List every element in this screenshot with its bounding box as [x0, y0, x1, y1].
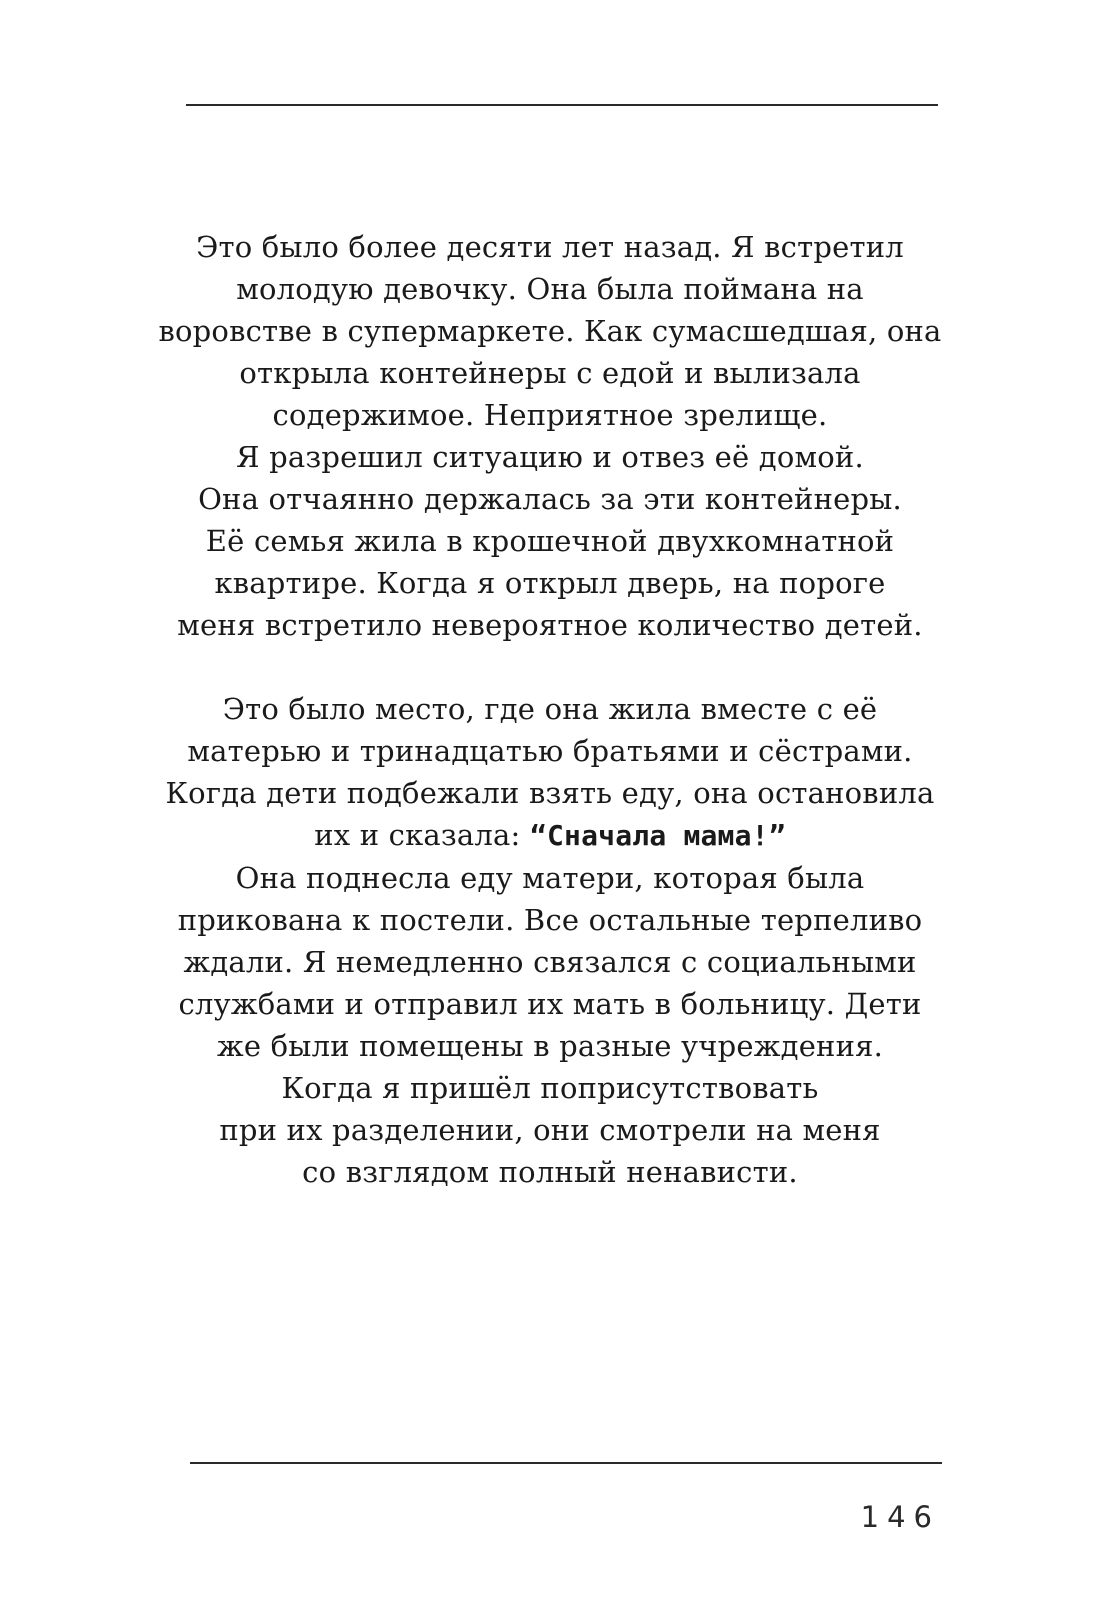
- text-line: Она отчаянно держалась за эти контейнеры.: [198, 482, 902, 516]
- text-line: службами и отправил их мать в больницу. Дети: [178, 987, 922, 1021]
- text-line: матерью и тринадцатью братьями и сёстрами.: [187, 734, 913, 768]
- paragraph-1: [100, 226, 1000, 646]
- top-rule: [186, 104, 938, 106]
- page-number: 146: [860, 1500, 940, 1534]
- text-line: воровстве в супермаркете. Как сумасшедшая, она: [158, 314, 942, 348]
- text-line: открыла контейнеры с едой и вылизала: [239, 356, 861, 390]
- text-line: содержимое. Неприятное зрелище.: [272, 398, 828, 432]
- text-line: молодую девочку. Она была поймана на: [236, 272, 864, 306]
- text-line: Это было место, где она жила вместе с её: [222, 692, 878, 726]
- quote-line-prefix: их и сказала:: [314, 818, 530, 852]
- text-line: Она поднесла еду матери, которая была: [235, 861, 865, 895]
- text-line: ждали. Я немедленно связался с социальными: [183, 945, 917, 979]
- bottom-rule: [190, 1462, 942, 1464]
- paragraph-2: [100, 688, 1000, 1193]
- text-line: меня встретило невероятное количество детей.: [177, 608, 923, 642]
- text-line: квартире. Когда я открыл дверь, на пороге: [214, 566, 886, 600]
- text-line: при их разделении, они смотрели на меня: [219, 1113, 881, 1147]
- text-line: Это было более десяти лет назад. Я встретил: [196, 230, 904, 264]
- text-line: Когда я пришёл поприсутствовать: [281, 1071, 819, 1105]
- text-line: же были помещены в разные учреждения.: [216, 1029, 884, 1063]
- quote-line: [100, 814, 1000, 857]
- text-line: со взглядом полный ненависти.: [302, 1155, 798, 1189]
- quote-emphasis: “Сначала мама!”: [529, 819, 786, 852]
- text-line: Её семья жила в крошечной двухкомнатной: [205, 524, 895, 558]
- text-line: Я разрешил ситуацию и отвез её домой.: [236, 440, 864, 474]
- text-line: прикована к постели. Все остальные терпеливо: [177, 903, 923, 937]
- text-line: Когда дети подбежали взять еду, она остановила: [165, 776, 935, 810]
